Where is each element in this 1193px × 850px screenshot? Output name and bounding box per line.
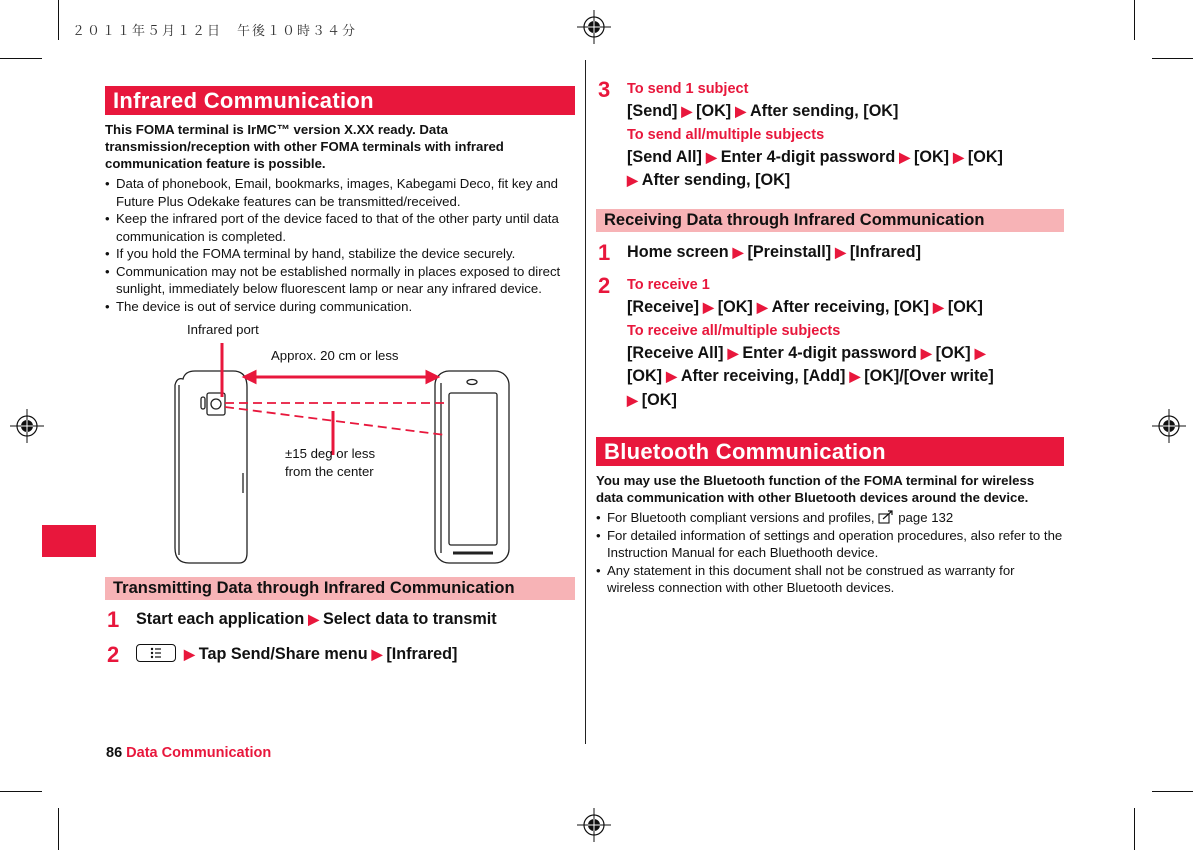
- step-text: [OK]: [717, 298, 753, 316]
- infrared-port-label: Infrared port: [187, 322, 259, 337]
- arrow-icon: ▶: [627, 172, 638, 188]
- list-item: • Communication may not be established normally in places exposed to direct sunlight, immediately below fluorescent lamp or near any infrared device.: [105, 263, 575, 298]
- transmit-section-title: Transmitting Data through Infrared Communication: [105, 577, 575, 600]
- arrow-icon: ▶: [933, 299, 944, 315]
- arrow-icon: ▶: [666, 368, 677, 384]
- distance-arrow: [245, 372, 437, 382]
- step-text: Tap Send/Share menu: [198, 644, 368, 663]
- list-item: • For detailed information of settings and operation procedures, also refer to the Instruction Manual for each Bluethooth device.: [596, 527, 1064, 562]
- step-subheading: To send 1 subject: [627, 81, 749, 97]
- arrow-icon: ▶: [732, 243, 744, 260]
- arrow-icon: ▶: [184, 645, 195, 662]
- step-text: Select data to transmit: [323, 610, 497, 628]
- step-number: 1: [107, 607, 120, 632]
- list-item: • The device is out of service during communication.: [105, 298, 575, 316]
- registration-mark-icon: [577, 10, 611, 44]
- bluetooth-communication-title: Bluetooth Communication: [596, 437, 1064, 466]
- step-text: [OK]: [696, 102, 732, 120]
- receive-step-1: [596, 241, 1064, 265]
- page-reference-icon: [878, 510, 894, 524]
- crop-mark: [0, 791, 42, 792]
- column-divider: [585, 60, 586, 744]
- registration-mark-icon: [10, 409, 44, 443]
- phone-front-view: [435, 371, 509, 563]
- step-number: 2: [107, 641, 120, 667]
- arrow-icon: ▶: [371, 645, 383, 662]
- step-text: [Send]: [627, 102, 678, 120]
- menu-key-icon: [136, 644, 176, 662]
- registration-mark-icon: [1152, 409, 1186, 443]
- step-text: [Preinstall]: [747, 242, 832, 261]
- step-number: 3: [598, 77, 611, 102]
- list-item: • Keep the infrared port of the device faced to that of the other party until data communication is completed.: [105, 210, 575, 245]
- list-item: • Data of phonebook, Email, bookmarks, images, Kabegami Deco, fit key and Future Plus Odekake features can be transmitted/received.: [105, 175, 575, 210]
- right-column: [596, 78, 1064, 597]
- left-column: [105, 86, 575, 666]
- step-text: [OK]: [935, 343, 971, 362]
- bluetooth-bullet-list: [596, 509, 1064, 597]
- step-text: [Infrared]: [386, 644, 458, 663]
- arrow-icon: ▶: [835, 243, 846, 260]
- transmit-step-1: [105, 608, 575, 632]
- step-text: Enter 4-digit password: [742, 343, 917, 362]
- step-text: Enter 4-digit password: [720, 147, 896, 166]
- step-text: After sending, [OK]: [749, 102, 899, 120]
- arrow-icon: ▶: [974, 344, 986, 361]
- step-number: 2: [598, 273, 611, 298]
- arrow-icon: ▶: [899, 148, 911, 165]
- step-text: [OK]: [947, 298, 983, 316]
- arrow-icon: ▶: [920, 344, 932, 361]
- bluetooth-intro: You may use the Bluetooth function of the FOMA terminal for wireless data communication with other Bluetooth devices around the device.: [596, 473, 1035, 505]
- arrow-icon: ▶: [627, 391, 638, 408]
- infrared-bullet-list: [105, 175, 575, 315]
- crop-mark: [58, 808, 59, 850]
- distance-label: Approx. 20 cm or less: [271, 348, 399, 363]
- page-reference-link[interactable]: page 132: [898, 510, 954, 525]
- bullet-text: For Bluetooth compliant versions and profiles,: [607, 510, 879, 525]
- angle-label-line1: ±15 deg or less: [285, 446, 376, 461]
- step-text: After sending, [OK]: [641, 171, 791, 189]
- step-text: [OK]: [627, 367, 663, 385]
- arrow-icon: ▶: [735, 103, 746, 119]
- list-item: • Any statement in this document shall not be construed as warranty for wireless connection with other Bluetooth devices.: [596, 562, 1064, 597]
- transmit-step-2: [105, 643, 575, 667]
- arrow-icon: ▶: [849, 368, 861, 384]
- arrow-icon: ▶: [308, 611, 319, 627]
- page-footer: [106, 745, 271, 761]
- step-text: [OK]: [914, 147, 950, 166]
- infrared-intro: This FOMA terminal is IrMC™ version X.XX ready. Data transmission/reception with other FOMA terminals with infrared communication feature is possible.: [105, 122, 504, 171]
- step-text: After receiving, [OK]: [771, 298, 930, 316]
- infrared-diagram: [105, 323, 575, 573]
- step-text: [OK]: [967, 147, 1003, 166]
- step-text: Start each application: [136, 610, 305, 628]
- send-step-3: [596, 78, 1064, 193]
- step-subheading: To receive all/multiple subjects: [627, 322, 841, 339]
- chapter-index-tab: [42, 525, 96, 557]
- phone-back-view: [175, 371, 247, 563]
- step-text: [Receive]: [627, 298, 699, 316]
- step-text: After receiving, [Add]: [680, 367, 846, 385]
- receive-section-title: Receiving Data through Infrared Communication: [596, 209, 1064, 232]
- arrow-icon: ▶: [756, 299, 768, 315]
- arrow-icon: ▶: [705, 148, 717, 165]
- step-text: [Send All]: [627, 147, 702, 166]
- section-name: Data Communication: [126, 745, 272, 761]
- step-text: [OK]: [641, 390, 677, 409]
- arrow-icon: ▶: [953, 148, 964, 165]
- step-subheading: To receive 1: [627, 277, 710, 293]
- step-text: Home screen: [627, 242, 729, 261]
- list-item: [596, 509, 1064, 527]
- step-text: [Receive All]: [627, 343, 724, 362]
- print-timestamp: ２０１１年５月１２日 午後１０時３４分: [72, 24, 358, 39]
- crop-mark: [1134, 0, 1135, 40]
- registration-mark-icon: [577, 808, 611, 842]
- arrow-icon: ▶: [681, 103, 693, 119]
- angle-label-line2: from the center: [285, 464, 374, 479]
- infrared-communication-title: Infrared Communication: [105, 86, 575, 115]
- crop-mark: [0, 58, 42, 59]
- list-item: • If you hold the FOMA terminal by hand, stabilize the device securely.: [105, 245, 575, 263]
- receive-step-2: [596, 274, 1064, 412]
- step-text: [Infrared]: [849, 242, 921, 261]
- step-text: [OK]/[Over write]: [864, 367, 994, 385]
- page-number: 86: [106, 745, 123, 761]
- step-subheading: To send all/multiple subjects: [627, 126, 825, 143]
- crop-mark: [1134, 808, 1135, 850]
- crop-mark: [1152, 791, 1193, 792]
- step-number: 1: [598, 239, 611, 265]
- crop-mark: [58, 0, 59, 40]
- crop-mark: [1152, 58, 1193, 59]
- arrow-icon: ▶: [727, 344, 739, 361]
- arrow-icon: ▶: [702, 299, 714, 315]
